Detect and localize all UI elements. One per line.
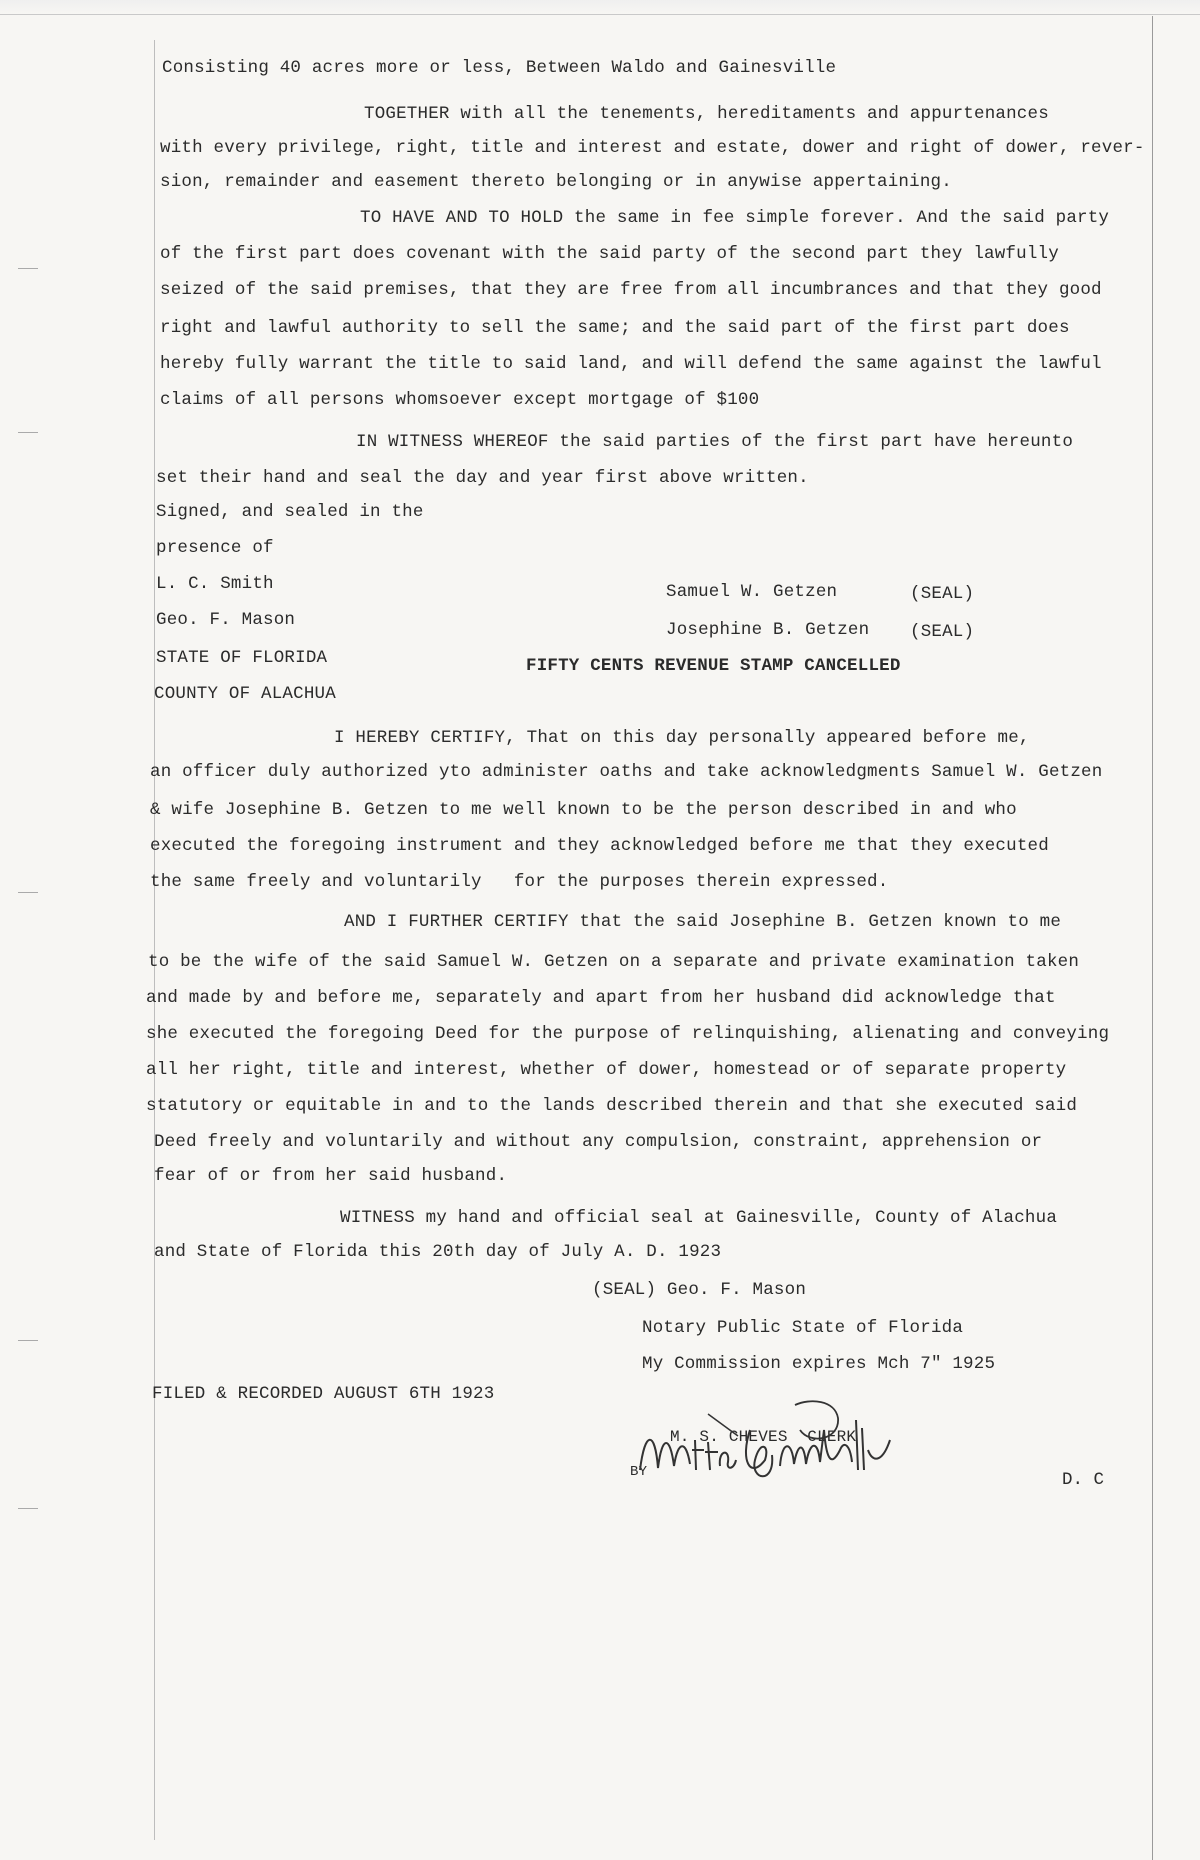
witness-hand-line-1: WITNESS my hand and official seal at Gainesville, County of Alachua [340,1208,1058,1228]
together-line-1: TOGETHER with all the tenements, hereditaments and appurtenances [364,104,1049,124]
binder-tick [18,268,38,269]
signed-sealed-label: Signed, and sealed in the [156,502,424,522]
deputy-clerk-signature [600,1400,920,1490]
together-line-2: with every privilege, right, title and interest and estate, dower and right of dower, rever- [160,138,1145,158]
notary-title: Notary Public State of Florida [642,1318,964,1338]
binder-tick [18,432,38,433]
further-certify-line-8: fear of or from her said husband. [154,1166,508,1186]
certify-line-1: I HEREBY CERTIFY, That on this day personally appeared before me, [334,728,1030,748]
habendum-line-4: right and lawful authority to sell the same; and the said part of the first part does [160,318,1070,338]
witness-name-2: Geo. F. Mason [156,610,296,630]
by-label: BY [630,1464,648,1480]
filed-recorded-stamp: FILED & RECORDED AUGUST 6TH 1923 [152,1384,495,1404]
revenue-stamp-note: FIFTY CENTS REVENUE STAMP CANCELLED [526,656,901,676]
further-certify-line-5: all her right, title and interest, whether of dower, homestead or of separate property [146,1060,1067,1080]
witness-name-1: L. C. Smith [156,574,274,594]
state-heading: STATE OF FLORIDA [156,648,328,668]
county-heading: COUNTY OF ALACHUA [154,684,336,704]
certify-line-5: the same freely and voluntarily for the purposes therein expressed. [150,872,889,892]
habendum-line-2: of the first part does covenant with the said party of the second part they lawfully [160,244,1059,264]
notary-signature: (SEAL) Geo. F. Mason [592,1280,807,1300]
clerk-name: M. S. CHEVES CLERK [670,1428,857,1446]
seal-mark-2: (SEAL) [910,622,975,642]
binder-tick [18,892,38,893]
further-certify-line-7: Deed freely and voluntarily and without any compulsion, constraint, apprehension or [154,1132,1043,1152]
left-margin-rule [154,40,155,1840]
witness-whereof-line-2: set their hand and seal the day and year first above written. [156,468,809,488]
right-edge-rule [1152,16,1153,1860]
habendum-line-5: hereby fully warrant the title to said land, and will defend the same against the lawful [160,354,1102,374]
commission-expiry: My Commission expires Mch 7" 1925 [642,1354,996,1374]
grantor-name-2: Josephine B. Getzen [666,620,870,640]
binder-tick [18,1508,38,1509]
habendum-line-3: seized of the said premises, that they are free from all incumbrances and that they good [160,280,1102,300]
further-certify-line-2: to be the wife of the said Samuel W. Getzen on a separate and private examination taken [148,952,1080,972]
certify-line-2: an officer duly authorized yto administer oaths and take acknowledgments Samuel W. Getzen [150,762,1103,782]
deed-description: Consisting 40 acres more or less, Between Waldo and Gainesville [162,58,837,78]
habendum-line-1: TO HAVE AND TO HOLD the same in fee simple forever. And the said party [360,208,1110,228]
scan-top-edge [0,0,1200,15]
deputy-clerk-abbrev: D. C [1062,1470,1105,1490]
binder-tick [18,1340,38,1341]
further-certify-line-6: statutory or equitable in and to the lands described therein and that she executed said [146,1096,1078,1116]
grantor-name-1: Samuel W. Getzen [666,582,838,602]
presence-of-label: presence of [156,538,274,558]
together-line-3: sion, remainder and easement thereto belonging or in anywise appertaining. [160,172,952,192]
habendum-line-6: claims of all persons whomsoever except mortgage of $100 [160,390,760,410]
further-certify-line-4: she executed the foregoing Deed for the purpose of relinquishing, alienating and conveying [146,1024,1110,1044]
seal-mark-1: (SEAL) [910,584,975,604]
witness-hand-line-2: and State of Florida this 20th day of July A. D. 1923 [154,1242,722,1262]
certify-line-3: & wife Josephine B. Getzen to me well known to be the person described in and who [150,800,1017,820]
certify-line-4: executed the foregoing instrument and they acknowledged before me that they executed [150,836,1049,856]
witness-whereof-line-1: IN WITNESS WHEREOF the said parties of the first part have hereunto [356,432,1074,452]
further-certify-line-3: and made by and before me, separately and apart from her husband did acknowledge that [146,988,1056,1008]
further-certify-line-1: AND I FURTHER CERTIFY that the said Josephine B. Getzen known to me [344,912,1062,932]
